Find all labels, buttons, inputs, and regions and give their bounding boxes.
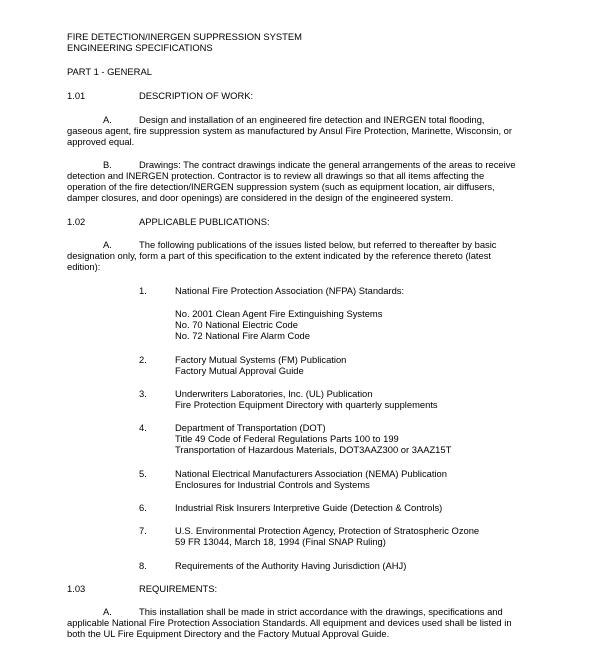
list-line: Enclosures for Industrial Controls and Systems [175,479,370,490]
part-heading: PART 1 - GENERAL [67,66,152,77]
list-line: Department of Transportation (DOT) [175,422,326,433]
section-number: 1.01 [67,90,86,101]
list-line: Transportation of Hazardous Materials, DOT3AAZ300 or 3AAZ15T [175,444,452,455]
paragraph-line: operation of the fire detection/INERGEN suppression system (such as equipment location, air diffusers, [67,181,495,192]
list-line: Factory Mutual Systems (FM) Publication [175,354,347,365]
section-heading: APPLICABLE PUBLICATIONS: [139,216,270,227]
list-line: Fire Protection Equipment Directory with quarterly supplements [175,399,438,410]
list-line: Industrial Risk Insurers Interpretive Guide (Detection & Controls) [175,502,443,513]
paragraph-line: This installation shall be made in strict accordance with the drawings, specifications and [139,606,503,617]
paragraph-letter: A. [103,606,112,617]
list-number: 1. [139,285,147,296]
list-number: 2. [139,354,147,365]
list-line: Underwriters Laboratories, Inc. (UL) Publication [175,388,373,399]
list-line: Factory Mutual Approval Guide [175,365,304,376]
paragraph-line: applicable National Fire Protection Association Standards. All equipment and devices used shall be listed in [67,617,512,628]
list-line: 59 FR 13044, March 18, 1994 (Final SNAP Ruling) [175,536,386,547]
list-subline: No. 2001 Clean Agent Fire Extinguishing Systems [175,308,383,319]
paragraph-letter: A. [103,114,112,125]
doc-title-line2: ENGINEERING SPECIFICATIONS [67,42,213,53]
list-line: U.S. Environmental Protection Agency, Protection of Stratospheric Ozone [175,525,480,536]
paragraph-line: Drawings: The contract drawings indicate the general arrangements of the areas to receive [139,159,516,170]
paragraph-letter: A. [103,239,112,250]
list-number: 8. [139,560,147,571]
list-number: 7. [139,525,147,536]
paragraph-line: designation only, form a part of this specification to the extent indicated by the reference thereto (latest [67,250,492,261]
list-subline: No. 70 National Electric Code [175,319,298,330]
section-number: 1.03 [67,583,86,594]
paragraph-line: detection and INERGEN protection. Contractor is to review all drawings so that all items affecting the [67,170,485,181]
paragraph-line: damper closures, and door openings) are considered in the design of the engineered system. [67,192,454,203]
list-number: 6. [139,502,147,513]
section-heading: REQUIREMENTS: [139,583,218,594]
list-subline: No. 72 National Fire Alarm Code [175,330,310,341]
list-line: Requirements of the Authority Having Jurisdiction (AHJ) [175,560,407,571]
list-line: National Fire Protection Association (NFPA) Standards: [175,285,405,296]
section-number: 1.02 [67,216,86,227]
section-heading: DESCRIPTION OF WORK: [139,90,254,101]
paragraph-line: edition): [67,261,101,272]
paragraph-line: The following publications of the issues listed below, but referred to thereafter by basic [139,239,497,250]
list-number: 5. [139,468,147,479]
paragraph-line: both the UL Fire Equipment Directory and the Factory Mutual Approval Guide. [67,628,390,639]
paragraph-line: Design and installation of an engineered fire detection and INERGEN total flooding, [139,114,485,125]
list-line: Title 49 Code of Federal Regulations Parts 100 to 199 [175,433,399,444]
list-number: 4. [139,422,147,433]
list-number: 3. [139,388,147,399]
paragraph-line: approved equal. [67,136,135,147]
list-line: National Electrical Manufacturers Association (NEMA) Publication [175,468,447,479]
doc-title-line1: FIRE DETECTION/INERGEN SUPPRESSION SYSTEM [67,31,302,42]
paragraph-line: gaseous agent, fire suppression system as manufactured by Ansul Fire Protection, Marinette, Wisconsin, or [67,125,513,136]
paragraph-letter: B. [103,159,112,170]
